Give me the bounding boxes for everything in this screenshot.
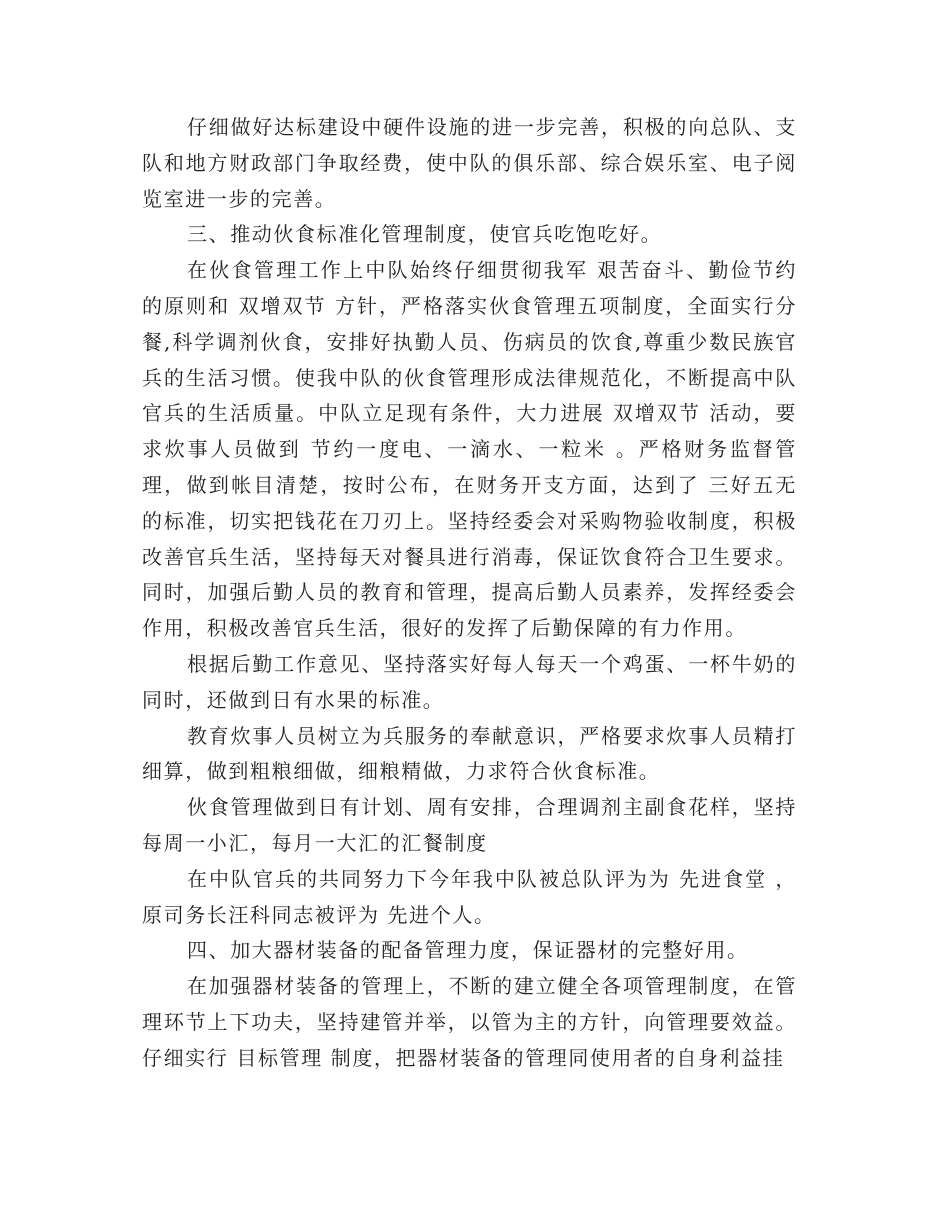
section-heading-catering: 三、推动伙食标准化管理制度，使官兵吃饱吃好。: [187, 222, 663, 247]
paragraph-catering-management: 在伙食管理工作上中队始终仔细贯彻我军 艰苦奋斗、勤俭节约 的原则和 双增双节 方针，严格落实伙食管理五项制度，全面实行分餐,科学调剂伙食，安排好执勤人员、伤病员的饮食,尊重少数民族官兵的生活习惯。使我中队的伙食管理形成法律规范化，不断提高中队官兵的生活质量。中队立足现有条件，大力进展 双增双节 活动，要求炊事人员做到 节约一度电、一滴水、一粒米 。严格财务监督管理，做到帐目清楚，按时公布，在财务开支方面，达到了 三好五无 的标准，切实把钱花在刀刃上。坚持经委会对采购物验收制度，积极改善官兵生活，坚持每天对餐具进行消毒，保证饮食符合卫生要求。同时，加强后勤人员的教育和管理，提高后勤人员素养，发挥经委会作用，积极改善官兵生活，很好的发挥了后勤保障的有力作用。: [142, 258, 797, 641]
paragraph-facilities: 仔细做好达标建设中硬件设施的进一步完善，积极的向总队、支队和地方财政部门争取经费，使中队的俱乐部、综合娱乐室、电子阅览室进一步的完善。: [142, 115, 797, 211]
section-heading-equipment: 四、加大器材装备的配备管理力度，保证器材的完整好用。: [187, 938, 749, 963]
paragraph-meal-planning: 伙食管理做到日有计划、周有安排，合理调剂主副食花样，坚持每周一小汇，每月一大汇的汇餐制度: [142, 795, 797, 855]
paragraph-cook-education: 教育炊事人员树立为兵服务的奉献意识，严格要求炊事人员精打细算，做到粗粮细做，细粮精做，力求符合伙食标准。: [142, 723, 797, 784]
paragraph-equipment-management: 在加强器材装备的管理上，不断的建立健全各项管理制度，在管理环节上下功夫，坚持建管并举，以管为主的方针，向管理要效益。仔细实行 目标管理 制度，把器材装备的管理同使用者的自身利益挂: [142, 974, 797, 1070]
paragraph-daily-nutrition: 根据后勤工作意见、坚持落实好每人每天一个鸡蛋、一杯牛奶的同时，还做到日有水果的标准。: [142, 651, 797, 712]
paragraph-awards: 在中队官兵的共同努力下今年我中队被总队评为为 先进食堂 ，原司务长汪科同志被评为 先进个人。: [142, 866, 797, 927]
document-body: [142, 110, 797, 1077]
